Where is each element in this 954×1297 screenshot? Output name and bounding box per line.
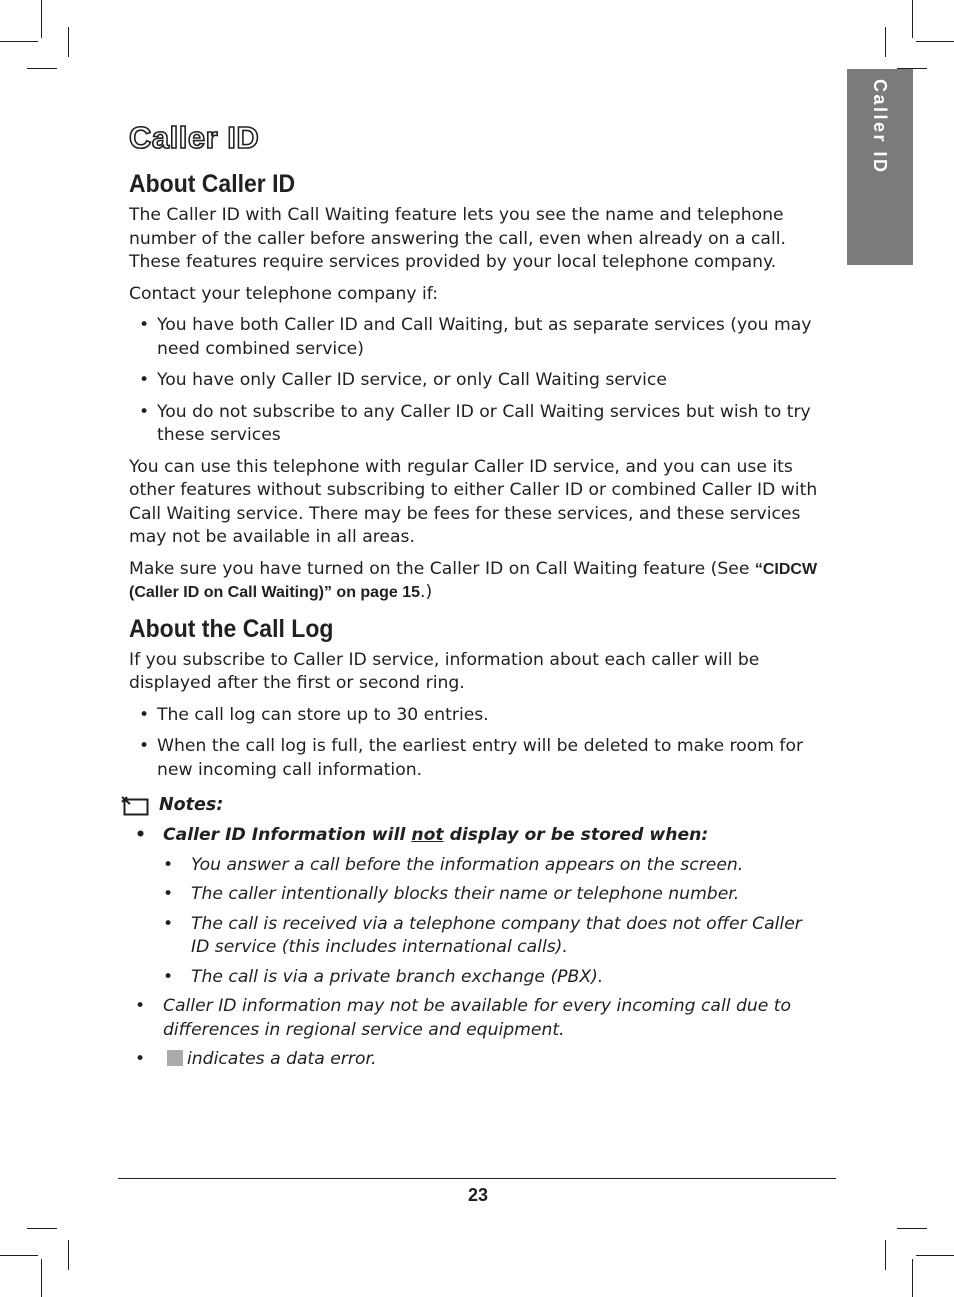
note-item: • Caller ID information may not be available for every incoming call due to differences in regional service and equipment. <box>129 995 819 1042</box>
note-item <box>129 824 819 848</box>
page-content <box>129 118 819 1078</box>
footer-rule <box>118 1178 836 1179</box>
make-sure-suffix: .) <box>420 582 433 602</box>
note-text: display or be stored when: <box>443 825 709 845</box>
crop-mark <box>885 27 886 57</box>
crop-mark <box>0 41 38 42</box>
note-sub-item: • The call is via a private branch exchange (PBX). <box>129 966 819 990</box>
crop-mark <box>41 1259 42 1297</box>
page-title: Caller ID <box>129 120 260 155</box>
note-sub-item: • The call is received via a telephone company that does not offer Caller ID service (this includes international calls). <box>129 913 819 960</box>
note-sub-item: • The caller intentionally blocks their name or telephone number. <box>129 883 819 907</box>
crop-mark <box>0 1255 38 1256</box>
note-sub-item: • You answer a call before the information appears on the screen. <box>129 854 819 878</box>
note-item <box>129 1048 819 1072</box>
crop-mark <box>912 1259 913 1297</box>
list-item: • You have only Caller ID service, or only Call Waiting service <box>129 369 819 393</box>
paragraph-intro: The Caller ID with Call Waiting feature lets you see the name and telephone number of the caller before answering the call, even when already on a call. These features require services provided by your local telephone company. <box>129 205 786 272</box>
note-text: indicates a data error. <box>187 1049 377 1069</box>
call-log-list <box>129 704 819 783</box>
crop-mark <box>68 1240 69 1270</box>
list-item: • You have both Caller ID and Call Waiting, but as separate services (you may need combined service) <box>129 314 819 361</box>
crop-mark <box>916 1255 954 1256</box>
notes-title: Notes: <box>159 795 224 815</box>
paragraph-usage: You can use this telephone with regular Caller ID service, and you can use its other features without subscribing to either Caller ID or combined Caller ID with Call Waiting service. There may be fees for these services, and these services may not be available in all areas. <box>129 456 818 547</box>
data-error-box-icon <box>167 1050 183 1066</box>
chapter-side-tab-label: Caller ID <box>870 79 890 175</box>
list-item: • The call log can store up to 30 entries. <box>129 704 819 728</box>
notes-list <box>129 824 819 1072</box>
crop-mark <box>916 41 954 42</box>
crop-mark <box>27 1228 57 1229</box>
crop-mark <box>897 1228 927 1229</box>
section-heading-about-caller-id: About Caller ID <box>129 170 296 198</box>
page-number: 23 <box>467 1185 489 1205</box>
make-sure-text: Make sure you have turned on the Caller ID on Call Waiting feature (See <box>129 558 755 579</box>
paragraph-make-sure <box>129 558 819 605</box>
crop-mark <box>912 0 913 38</box>
crop-mark <box>68 27 69 57</box>
chapter-side-tab <box>847 69 913 265</box>
note-text: Caller ID Information will <box>163 825 412 845</box>
paragraph-call-log-intro: If you subscribe to Caller ID service, information about each caller will be displayed after the first or second ring. <box>129 649 760 693</box>
crop-mark <box>885 1240 886 1270</box>
cross-reference-link[interactable]: “CIDCW (Caller ID on Call Waiting)” on page 15 <box>129 560 818 601</box>
section-heading-about-call-log: About the Call Log <box>129 614 334 643</box>
crop-mark <box>27 68 57 69</box>
paragraph-contact: Contact your telephone company if: <box>129 283 439 304</box>
note-underlined-text: not <box>411 825 444 845</box>
crop-mark <box>41 0 42 38</box>
notepad-icon <box>121 793 151 817</box>
list-item: • When the call log is full, the earliest entry will be deleted to make room for new incoming call information. <box>129 735 819 782</box>
list-item: • You do not subscribe to any Caller ID or Call Waiting services but wish to try these services <box>129 401 819 448</box>
notes-header <box>121 790 819 820</box>
contact-list <box>129 314 819 448</box>
